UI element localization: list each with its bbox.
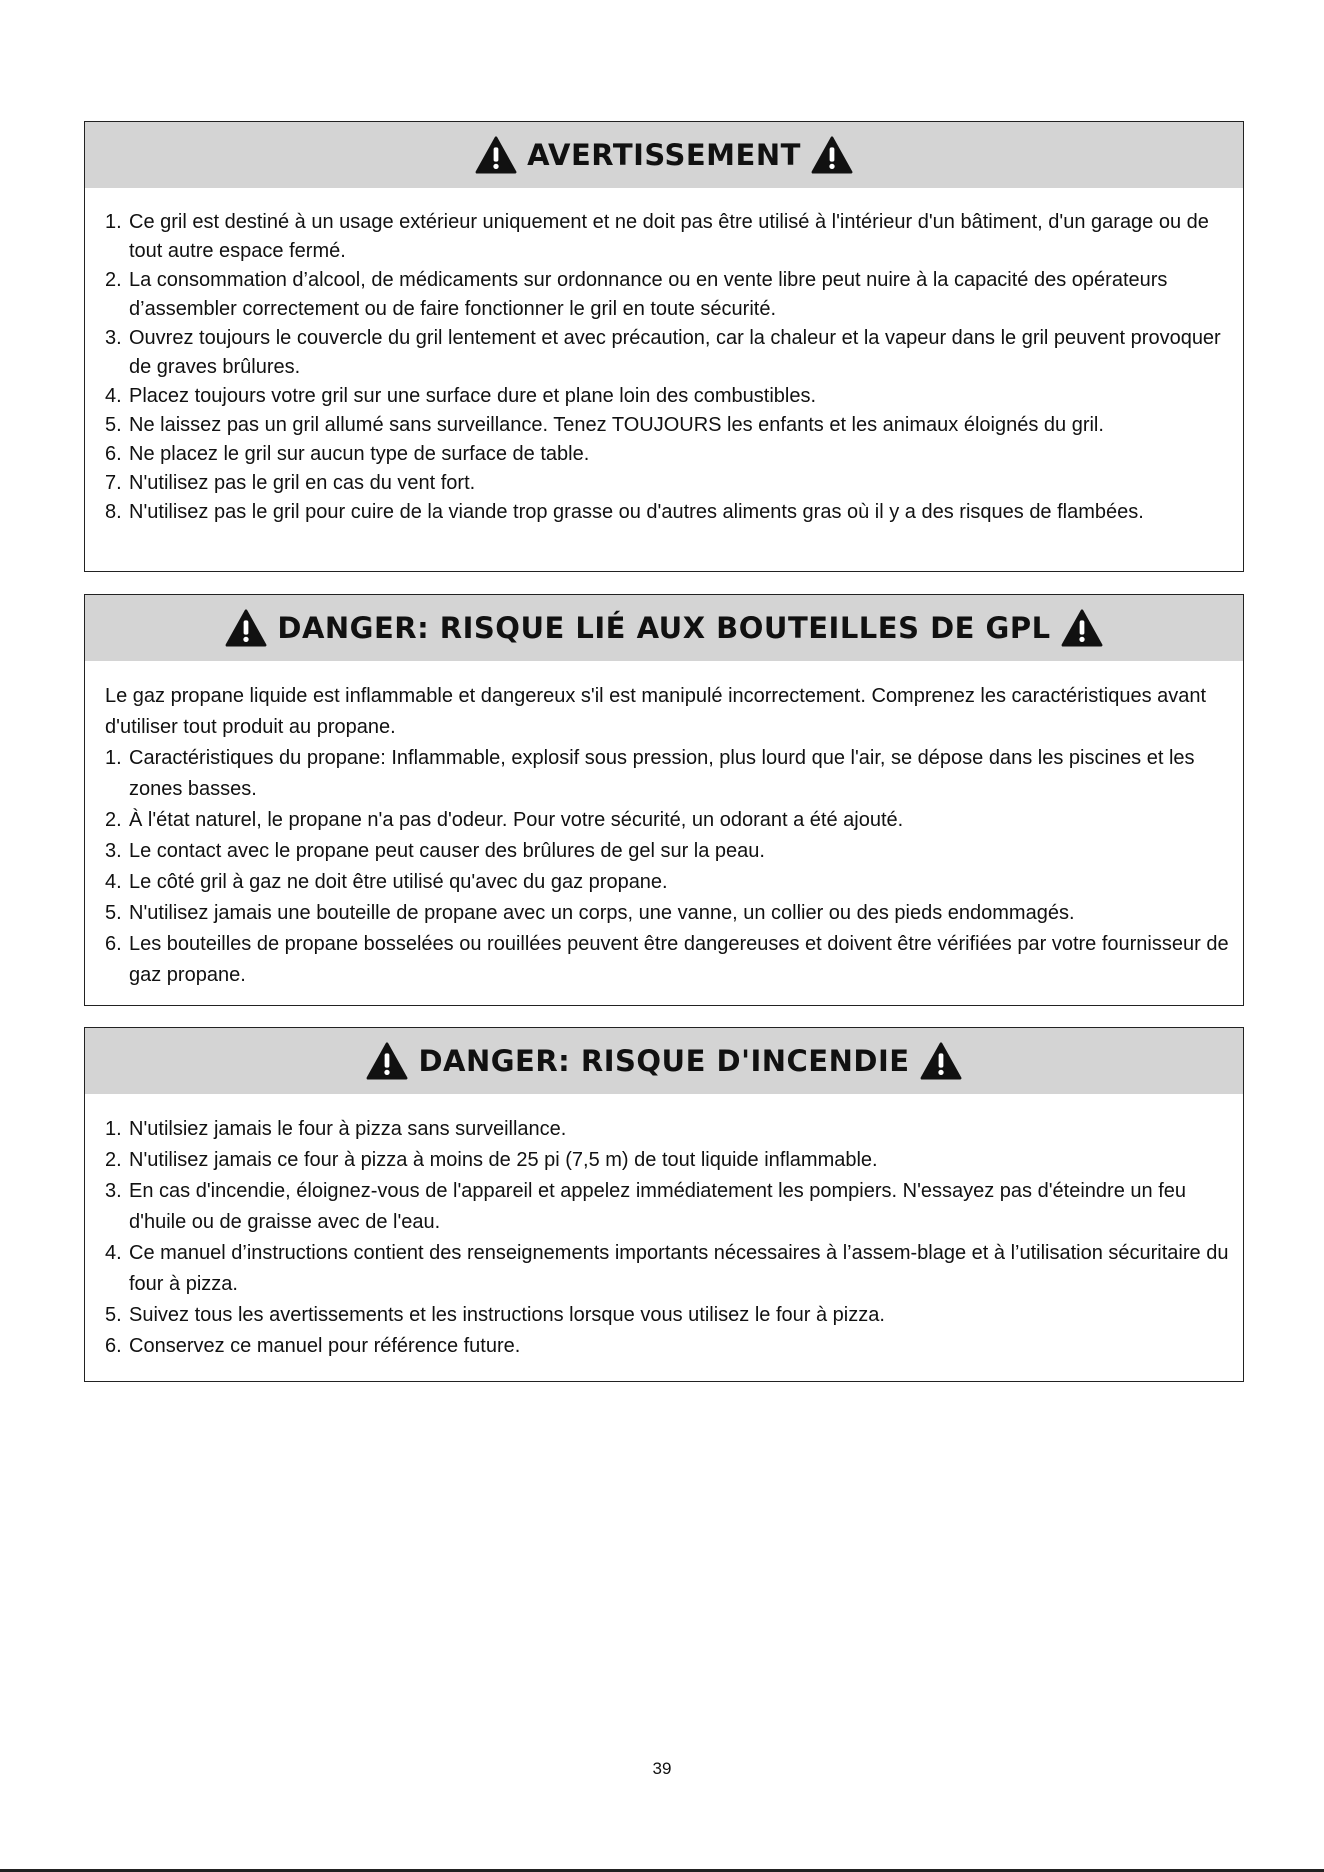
list-item — [105, 836, 1233, 867]
list-item — [105, 324, 1233, 382]
warning-box — [84, 121, 1244, 572]
item-text: Ce gril est destiné à un usage extérieur uniquement et ne doit pas être utilisé à l'intérieur d'un bâtiment, d'un garage ou de tout autre espace fermé. — [129, 211, 1209, 262]
danger-fire-body — [85, 1094, 1243, 1362]
item-number: 5. — [105, 902, 122, 924]
item-number: 4. — [105, 871, 122, 893]
item-number: 1. — [105, 747, 122, 769]
item-number: 4. — [105, 1242, 122, 1264]
list-item — [105, 1145, 1233, 1176]
danger-lpg-intro: Le gaz propane liquide est inflammable et dangereux s'il est manipulé incorrectement. Comprenez les caractéristiques avant d'utiliser tout produit au propane. — [105, 685, 1207, 738]
item-number: 5. — [105, 1304, 122, 1326]
item-number: 3. — [105, 840, 122, 862]
item-text: N'utilisez pas le gril en cas du vent fort. — [129, 472, 476, 494]
danger-lpg-header — [85, 595, 1243, 661]
item-number: 6. — [105, 443, 122, 465]
danger-lpg-body — [85, 661, 1243, 991]
item-number: 5. — [105, 414, 122, 436]
list-item — [105, 382, 1233, 411]
list-item — [105, 469, 1233, 498]
item-text: Ouvrez toujours le couvercle du gril lentement et avec précaution, car la chaleur et la vapeur dans le gril peuvent provoquer de graves brûlures. — [129, 327, 1221, 378]
item-number: 6. — [105, 1335, 122, 1357]
warning-triangle-icon — [475, 136, 517, 174]
item-number: 7. — [105, 472, 122, 494]
page-number: 39 — [652, 1759, 672, 1778]
warning-body — [85, 188, 1243, 527]
warning-title: AVERTISSEMENT — [527, 138, 801, 172]
item-text: Ce manuel d’instructions contient des renseignements importants nécessaires à l’assem-blage et à l’utilisation sécuritaire du four à pizza. — [129, 1242, 1229, 1295]
list-item — [105, 1331, 1233, 1362]
danger-fire-list — [105, 1114, 1233, 1362]
list-item — [105, 867, 1233, 898]
item-text: N'utilisez pas le gril pour cuire de la viande trop grasse ou d'autres aliments gras où il y a des risques de flambées. — [129, 501, 1144, 523]
item-number: 1. — [105, 211, 122, 233]
list-item — [105, 898, 1233, 929]
list-item — [105, 1176, 1233, 1238]
list-item — [105, 929, 1233, 991]
list-item — [105, 1238, 1233, 1300]
item-number: 1. — [105, 1118, 122, 1140]
item-text: N'utilsiez jamais le four à pizza sans surveillance. — [129, 1118, 567, 1140]
item-number: 3. — [105, 1180, 122, 1202]
danger-lpg-title: DANGER: RISQUE LIÉ AUX BOUTEILLES DE GPL — [277, 611, 1051, 645]
item-text: Les bouteilles de propane bosselées ou rouillées peuvent être dangereuses et doivent être vérifiées par votre fournisseur de gaz propane. — [129, 933, 1229, 986]
list-item — [105, 1300, 1233, 1331]
item-text: N'utilisez jamais une bouteille de propane avec un corps, une vanne, un collier ou des pieds endommagés. — [129, 902, 1075, 924]
warning-triangle-icon — [366, 1042, 408, 1080]
item-number: 3. — [105, 327, 122, 349]
list-item — [105, 411, 1233, 440]
item-text: N'utilisez jamais ce four à pizza à moins de 25 pi (7,5 m) de tout liquide inflammable. — [129, 1149, 878, 1171]
danger-fire-box — [84, 1027, 1244, 1382]
warning-triangle-icon — [811, 136, 853, 174]
item-text: Ne laissez pas un gril allumé sans surveillance. Tenez TOUJOURS les enfants et les animaux éloignés du gril. — [129, 414, 1104, 436]
item-number: 8. — [105, 501, 122, 523]
list-item — [105, 208, 1233, 266]
item-text: Placez toujours votre gril sur une surface dure et plane loin des combustibles. — [129, 385, 817, 407]
item-text: Le contact avec le propane peut causer des brûlures de gel sur la peau. — [129, 840, 765, 862]
item-text: Ne placez le gril sur aucun type de surface de table. — [129, 443, 590, 465]
item-text: Le côté gril à gaz ne doit être utilisé qu'avec du gaz propane. — [129, 871, 668, 893]
item-text: La consommation d’alcool, de médicaments sur ordonnance ou en vente libre peut nuire à la capacité des opérateurs d’assembler correctement ou de faire fonctionner le gril en toute sécurité. — [129, 269, 1168, 320]
list-item — [105, 266, 1233, 324]
item-text: Conservez ce manuel pour référence future. — [129, 1335, 521, 1357]
list-item — [105, 1114, 1233, 1145]
list-item — [105, 498, 1233, 527]
item-text: En cas d'incendie, éloignez-vous de l'appareil et appelez immédiatement les pompiers. N'essayez pas d'éteindre un feu d'huile ou de graisse avec de l'eau. — [129, 1180, 1186, 1233]
danger-lpg-list — [105, 743, 1233, 991]
warning-triangle-icon — [920, 1042, 962, 1080]
danger-fire-title: DANGER: RISQUE D'INCENDIE — [418, 1044, 910, 1078]
list-item — [105, 440, 1233, 469]
item-number: 2. — [105, 809, 122, 831]
list-item — [105, 805, 1233, 836]
item-text: Suivez tous les avertissements et les instructions lorsque vous utilisez le four à pizza. — [129, 1304, 885, 1326]
item-number: 2. — [105, 269, 122, 291]
item-text: Caractéristiques du propane: Inflammable, explosif sous pression, plus lourd que l'air, se dépose dans les piscines et les zones basses. — [129, 747, 1195, 800]
item-number: 4. — [105, 385, 122, 407]
list-item — [105, 743, 1233, 805]
danger-fire-header — [85, 1028, 1243, 1094]
warning-triangle-icon — [225, 609, 267, 647]
warning-header — [85, 122, 1243, 188]
item-text: À l'état naturel, le propane n'a pas d'odeur. Pour votre sécurité, un odorant a été ajouté. — [129, 809, 904, 831]
item-number: 6. — [105, 933, 122, 955]
warning-triangle-icon — [1061, 609, 1103, 647]
warning-list — [105, 208, 1233, 527]
danger-lpg-box — [84, 594, 1244, 1006]
item-number: 2. — [105, 1149, 122, 1171]
